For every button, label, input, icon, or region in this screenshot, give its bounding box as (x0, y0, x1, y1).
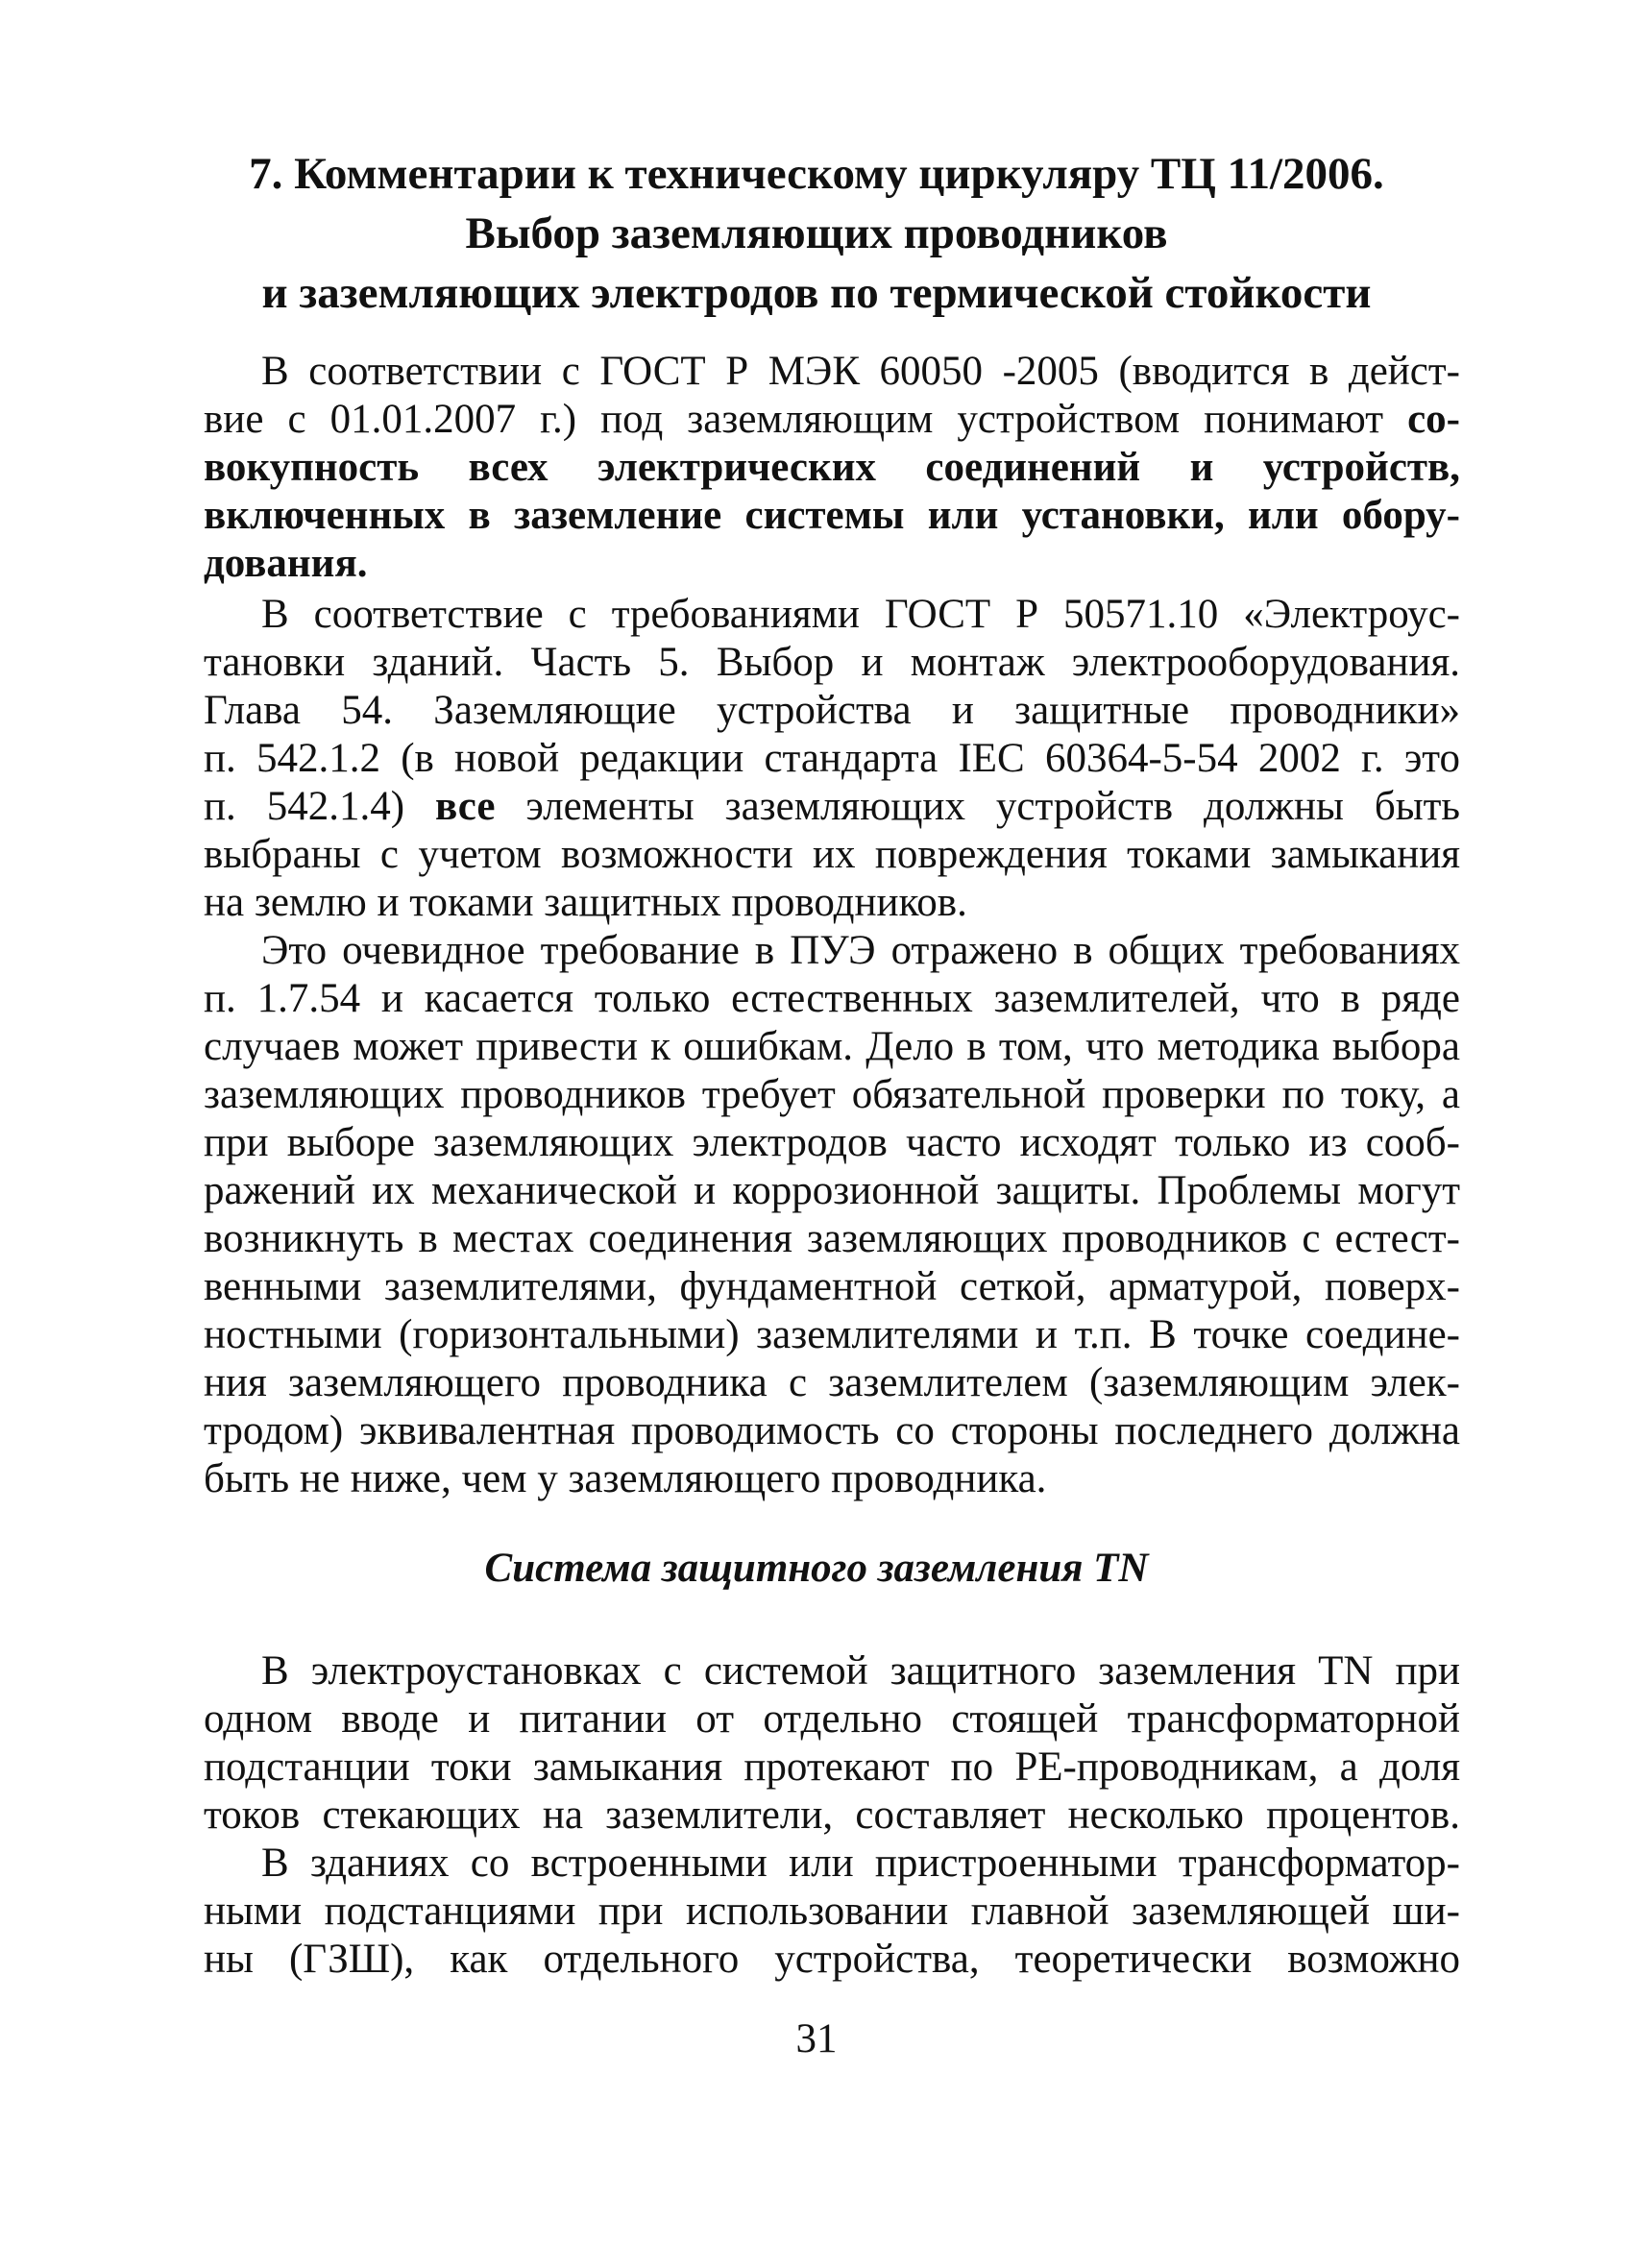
title-line-1: 7. Комментарии к техническому циркуляру ТЦ 11/2006. (249, 149, 1384, 199)
paragraph-3-line: быть не ниже, чем у заземляющего проводника. (204, 1456, 1047, 1501)
paragraph-3-line: заземляющих проводников требует обязательной проверки по току, а (204, 1072, 1460, 1117)
paragraph-1-line: вокупность всех электрических соединений и устройств, (204, 445, 1460, 490)
paragraph-3-line: ния заземляющего проводника с заземлителем (заземляющим элек- (204, 1360, 1460, 1405)
subsection-heading: Система защитного заземления TN (484, 1546, 1149, 1591)
paragraph-2-bold-text: все (435, 784, 496, 829)
paragraph-2 (204, 591, 1460, 927)
title-line-2: Выбор заземляющих проводников (465, 208, 1168, 258)
paragraph-2-line: на землю и токами защитных проводников. (204, 880, 967, 925)
paragraph-1-line (204, 396, 1460, 444)
section-title (173, 144, 1460, 323)
paragraph-3-line: ностными (горизонтальными) заземлителями и т.п. В точке соедине- (204, 1312, 1460, 1357)
paragraph-1-line-text: вие с 01.01.2007 г.) под заземляющим устройством понимают (204, 397, 1408, 442)
paragraph-1 (204, 348, 1460, 588)
paragraph-2-line: В соответствие с требованиями ГОСТ Р 50571.10 «Электроус- (261, 592, 1460, 637)
paragraph-5-line: ны (ГЗШ), как отдельного устройства, теоретически возможно (204, 1937, 1460, 1982)
paragraph-3-line: п. 1.7.54 и касается только естественных заземлителей, что в ряде (204, 976, 1460, 1021)
paragraph-3-line: случаев может привести к ошибкам. Дело в том, что методика выбора (204, 1024, 1460, 1069)
paragraph-1-line: включенных в заземление системы или установки, или обору- (204, 493, 1460, 538)
paragraph-1-line: В соответствии с ГОСТ Р МЭК 60050 -2005 (вводится в дейст- (261, 349, 1460, 394)
paragraph-1-bold-text: со- (1407, 397, 1460, 442)
paragraph-2-line-text: п. 542.1.4) (204, 784, 436, 829)
paragraph-4-line: одном вводе и питании от отдельно стоящей трансформаторной (204, 1696, 1460, 1742)
paragraph-5 (204, 1840, 1460, 1984)
paragraph-2-line: тановки зданий. Часть 5. Выбор и монтаж электрооборудования. (204, 640, 1460, 685)
paragraph-3 (204, 927, 1460, 1503)
paragraph-3-line: Это очевидное требование в ПУЭ отражено в общих требованиях (261, 928, 1460, 973)
paragraph-2-line: п. 542.1.2 (в новой редакции стандарта IEC 60364-5-54 2002 г. это (204, 736, 1460, 781)
paragraph-4 (204, 1647, 1460, 1840)
paragraph-3-line: венными заземлителями, фундаментной сеткой, арматурой, поверх- (204, 1264, 1460, 1309)
paragraph-2-line (204, 783, 1460, 831)
paragraph-4-line: В электроустановках с системой защитного заземления TN при (261, 1648, 1460, 1694)
paragraph-3-line: возникнуть в местах соединения заземляющих проводников с естест- (204, 1216, 1460, 1261)
paragraph-4-line: токов стекающих на заземлители, составляет несколько процентов. (204, 1792, 1460, 1838)
paragraph-3-line: тродом) эквивалентная проводимость со стороны последнего должна (204, 1408, 1460, 1453)
paragraph-1-line: дования. (204, 541, 368, 586)
title-line-3: и заземляющих электродов по термической стойкости (261, 268, 1372, 318)
paragraph-5-line: В зданиях со встроенными или пристроенными трансформатор- (261, 1841, 1460, 1886)
paragraph-2-line-text: элементы заземляющих устройств должны быть (495, 784, 1460, 829)
paragraph-3-line: ражений их механической и коррозионной защиты. Проблемы могут (204, 1168, 1460, 1213)
page-number: 31 (795, 2016, 838, 2061)
paragraph-2-line: Глава 54. Заземляющие устройства и защитные проводники» (204, 688, 1460, 733)
paragraph-4-line: подстанции токи замыкания протекают по PE-проводникам, а доля (204, 1744, 1460, 1790)
paragraph-5-line: ными подстанциями при использовании главной заземляющей ши- (204, 1889, 1460, 1934)
paragraph-3-line: при выборе заземляющих электродов часто исходят только из сооб- (204, 1120, 1460, 1165)
paragraph-2-line: выбраны с учетом возможности их повреждения токами замыкания (204, 832, 1460, 877)
